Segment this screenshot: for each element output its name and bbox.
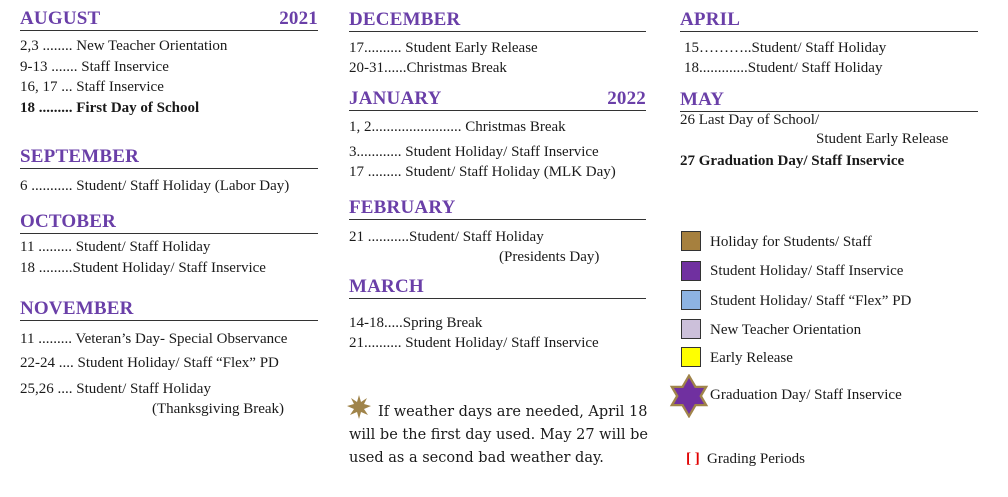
month-title: DECEMBER [349, 9, 461, 30]
list-item: 2,3 ........ New Teacher Orientation [20, 38, 228, 54]
month-title: JANUARY [349, 88, 442, 109]
month-title: SEPTEMBER [20, 146, 139, 167]
list-item: 26 Last Day of School/ [680, 112, 820, 128]
legend-label: Graduation Day/ Staff Inservice [710, 387, 902, 403]
legend-label: Holiday for Students/ Staff [710, 234, 872, 250]
month-title: NOVEMBER [20, 298, 134, 319]
month-header-december [349, 9, 646, 32]
list-item: 16, 17 ... Staff Inservice [20, 79, 164, 95]
list-item: 6 ........... Student/ Staff Holiday (Labor Day) [20, 178, 290, 194]
month-header-january [349, 88, 646, 111]
year-label: 2021 [279, 8, 318, 29]
list-item: 27 Graduation Day/ Staff Inservice [680, 153, 905, 169]
list-item: 18 ......... First Day of School [20, 100, 200, 116]
list-item: (Presidents Day) [499, 249, 600, 265]
burst-star-icon [346, 394, 372, 420]
month-title: MAY [680, 89, 725, 110]
month-title: OCTOBER [20, 211, 117, 232]
month-header-september [20, 146, 318, 169]
month-header-august [20, 8, 318, 31]
month-title: APRIL [680, 9, 741, 30]
legend-swatch-inservice [681, 261, 701, 281]
list-item: 9-13 ....... Staff Inservice [20, 59, 169, 75]
list-item: 14-18.....Spring Break [349, 315, 483, 331]
month-title: FEBRUARY [349, 197, 456, 218]
list-item: Student Early Release [816, 131, 949, 147]
list-item: 11 ......... Student/ Staff Holiday [20, 239, 211, 255]
star-of-david-icon [669, 374, 709, 418]
month-title: MARCH [349, 276, 424, 297]
month-header-march [349, 276, 646, 299]
month-header-november [20, 298, 318, 321]
list-item: 1, 2........................ Christmas Break [349, 119, 566, 135]
month-header-february [349, 197, 646, 220]
list-item: 18.............Student/ Staff Holiday [684, 60, 883, 76]
list-item: 25,26 .... Student/ Staff Holiday [20, 381, 211, 397]
legend-swatch-early-release [681, 347, 701, 367]
list-item: 3............ Student Holiday/ Staff Inservice [349, 144, 599, 160]
list-item: 17.......... Student Early Release [349, 40, 538, 56]
legend-label: Student Holiday/ Staff Inservice [710, 263, 904, 279]
grading-periods-mark: [ ] [686, 451, 700, 467]
weather-note-line: used as a second bad weather day. [349, 450, 604, 466]
list-item: (Thanksgiving Break) [152, 401, 285, 417]
legend-swatch-orientation [681, 319, 701, 339]
weather-note-line: will be the first day used. May 27 will be [349, 427, 648, 443]
legend-label: Early Release [710, 350, 793, 366]
year-label: 2022 [607, 88, 646, 109]
list-item: 20-31......Christmas Break [349, 60, 507, 76]
list-item: 21 ...........Student/ Staff Holiday [349, 229, 544, 245]
list-item: 22-24 .... Student Holiday/ Staff “Flex” PD [20, 355, 279, 371]
month-header-april [680, 9, 978, 32]
month-header-october [20, 211, 318, 234]
legend-label: Grading Periods [707, 451, 805, 467]
month-header-may [680, 89, 978, 112]
weather-note-line: If weather days are needed, April 18 [378, 404, 648, 420]
list-item: 11 ......... Veteran’s Day- Special Observance [20, 331, 288, 347]
list-item: 17 ......... Student/ Staff Holiday (MLK Day) [349, 164, 616, 180]
legend-swatch-holiday [681, 231, 701, 251]
list-item: 21.......... Student Holiday/ Staff Inservice [349, 335, 599, 351]
legend-label: Student Holiday/ Staff “Flex” PD [710, 293, 912, 309]
month-title: AUGUST [20, 8, 101, 29]
list-item: 15………..Student/ Staff Holiday [684, 40, 887, 56]
legend-swatch-flex [681, 290, 701, 310]
list-item: 18 .........Student Holiday/ Staff Inservice [20, 260, 266, 276]
legend-label: New Teacher Orientation [710, 322, 862, 338]
